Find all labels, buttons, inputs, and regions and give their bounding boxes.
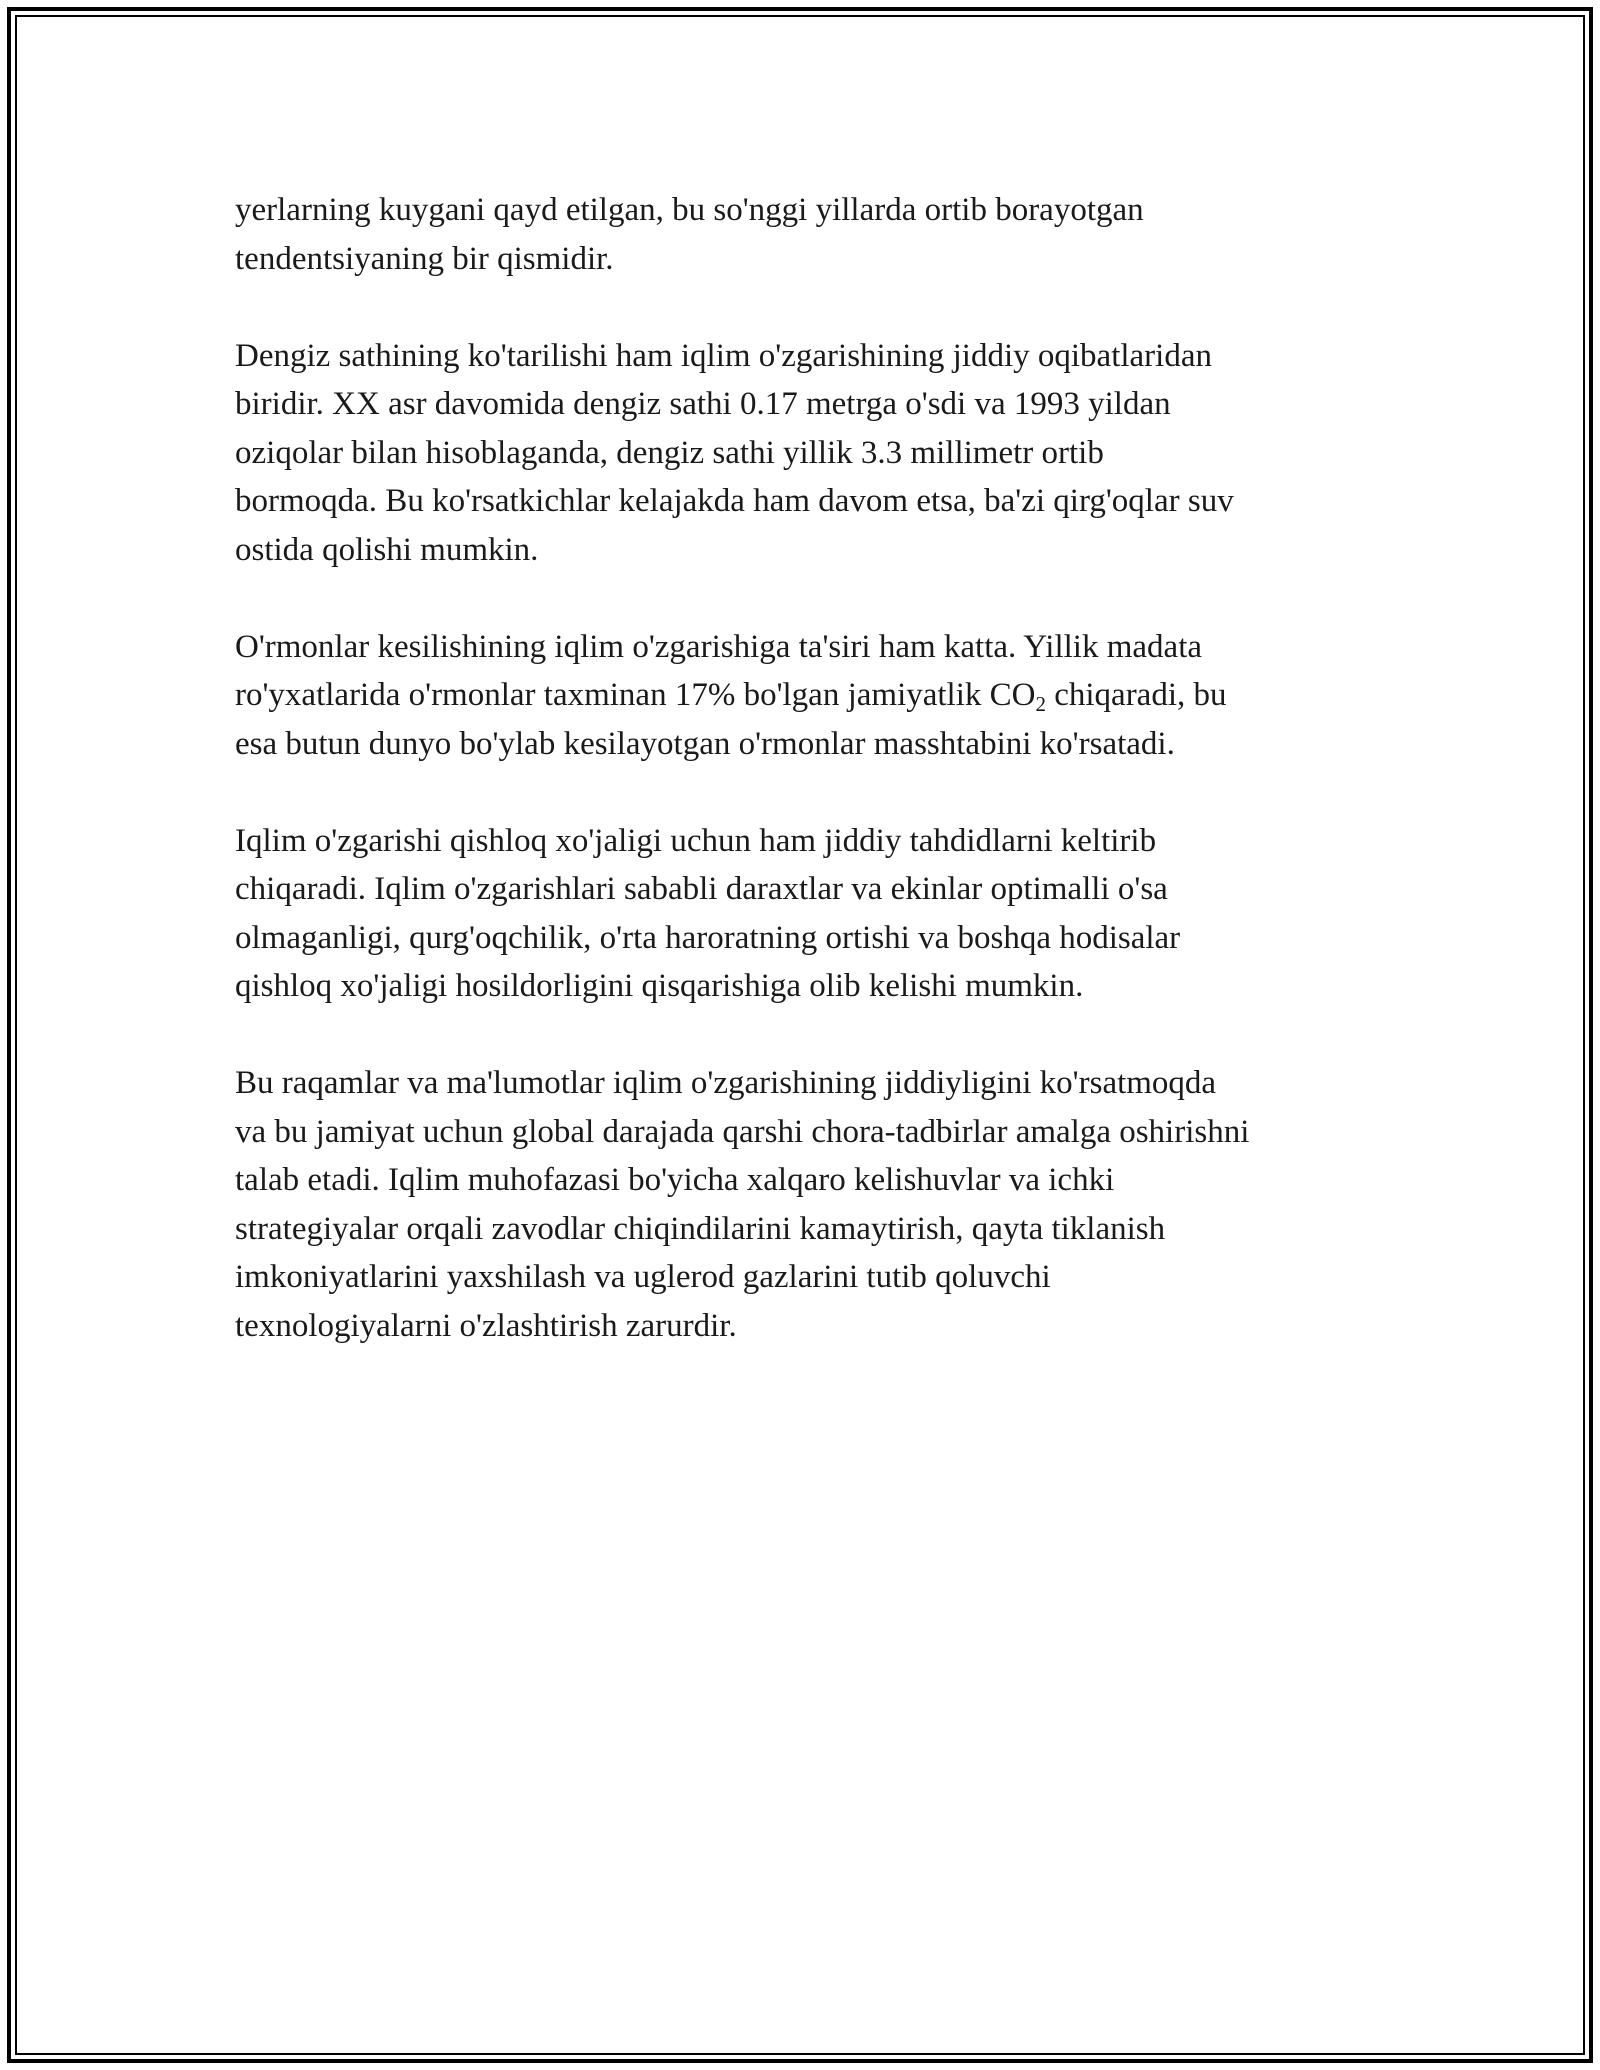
paragraph-conclusion: Bu raqamlar va ma'lumotlar iqlim o'zgarishining jiddiyligini ko'rsatmoqda va bu jamiyat uchun global darajada qarshi chora-tadbirlar amalga oshirishni talab etadi. Iqlim muhofazasi bo'yicha xalqaro kelishuvlar va ichki strategiyalar orqali zavodlar chiqindilarini kamaytirish, qayta tiklanish imkoniyatlarini yaxshilash va uglerod gazlarini tutib qoluvchi texnologiyalarni o'zlashtirish zarurdir. xyxy=(235,1065,1250,1344)
document-body xyxy=(235,186,1385,1350)
paragraph-deforestation xyxy=(235,623,1385,769)
co2-subscript: 2 xyxy=(1035,692,1046,716)
paragraph-wildfire-trend: yerlarning kuygani qayd etilgan, bu so'nggi yillarda ortib borayotgan tendentsiyaning bir qismidir. xyxy=(235,192,1144,277)
deforestation-text-start: O'rmonlar kesilishining iqlim o'zgarishiga ta'siri ham katta. Yillik madata ro'yxatlarida o'rmonlar taxminan 17% bo'lgan jamiyatlik CO xyxy=(235,628,1203,713)
paragraph-sea-level: Dengiz sathining ko'tarilishi ham iqlim o'zgarishining jiddiy oqibatlaridan biridir. XX asr davomida dengiz sathi 0.17 metrga o'sdi va 1993 yildan oziqolar bilan hisoblaganda, dengiz sathi yillik 3.3 millimetr ortib bormoqda. Bu ko'rsatkichlar kelajakda ham davom etsa, ba'zi qirg'oqlar suv ostida qolishi mumkin. xyxy=(235,337,1234,568)
deforestation-text-end: chiqaradi, bu esa butun dunyo bo'ylab kesilayotgan o'rmonlar masshtabini ko'rsatadi. xyxy=(235,677,1227,762)
paragraph-agriculture: Iqlim o'zgarishi qishloq xo'jaligi uchun ham jiddiy tahdidlarni keltirib chiqaradi. Iqlim o'zgarishlari sababli daraxtlar va ekinlar optimalli o'sa olmaganligi, qurg'oqchilik, o'rta haroratning ortishi va boshqa hodisalar qishloq xo'jaligi hosildorligini qisqarishiga olib kelishi mumkin. xyxy=(235,822,1181,1004)
